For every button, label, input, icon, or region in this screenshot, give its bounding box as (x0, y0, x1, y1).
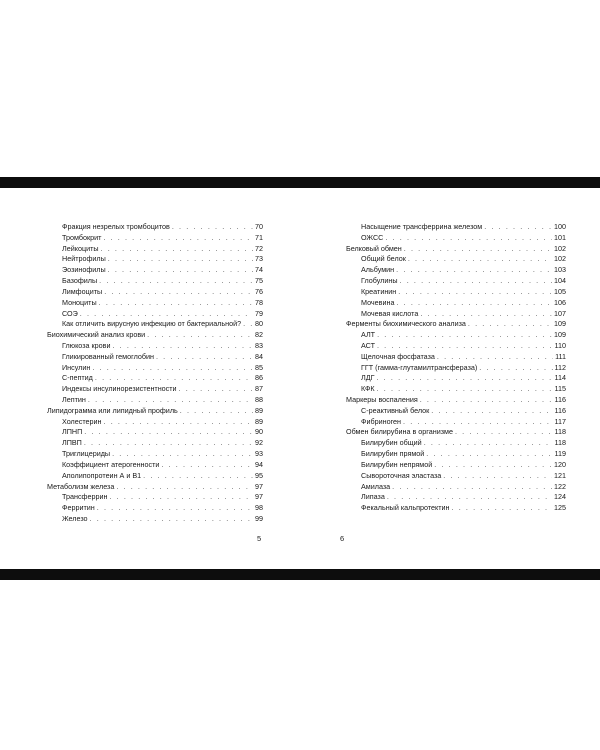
toc-entry[interactable] (47, 298, 263, 309)
toc-entry-title: ЛПВП (62, 438, 82, 448)
toc-entry[interactable] (346, 309, 566, 320)
toc-entry-title: Аполипопротеин А и В1 (62, 470, 142, 480)
toc-entry-title: Билирубин прямой (361, 449, 425, 459)
toc-entry-title: Лептин (62, 395, 86, 404)
dot-leader (398, 287, 552, 298)
dot-leader (420, 395, 553, 406)
toc-entry[interactable] (346, 492, 566, 503)
dot-leader (385, 233, 552, 244)
toc-entry[interactable] (346, 265, 566, 276)
dot-leader (443, 471, 552, 482)
toc-entry[interactable] (346, 233, 566, 244)
dot-leader (479, 363, 552, 374)
toc-entry-title: Фракция незрелых тромбоцитов (62, 222, 170, 231)
toc-entry-title: Ферритин (62, 503, 95, 513)
dot-leader (88, 395, 253, 406)
toc-entry-title: Как отличить вирусную инфекцию от бактериальной? (62, 319, 242, 329)
toc-entry-title: Фибриноген (361, 416, 402, 426)
toc-entry-page: 94 (255, 459, 263, 469)
toc-entry-page: 72 (255, 243, 263, 253)
toc-entry-page: 122 (554, 481, 566, 491)
dot-leader (101, 244, 253, 255)
dot-leader (172, 222, 253, 233)
toc-entry-page: 71 (255, 232, 263, 242)
toc-entry[interactable] (346, 341, 566, 352)
dot-leader (95, 373, 253, 384)
toc-entry-page: 82 (255, 330, 263, 340)
toc-entry[interactable] (47, 503, 263, 514)
dot-leader (403, 417, 553, 428)
toc-entry-title: Белковый обмен (346, 243, 402, 253)
toc-entry[interactable] (346, 298, 566, 309)
toc-entry-page: 120 (554, 459, 566, 469)
dot-leader (180, 406, 253, 417)
toc-entry-page: 97 (255, 492, 263, 502)
toc-entry-page: 97 (255, 481, 263, 491)
toc-entry[interactable] (47, 330, 263, 341)
toc-entry-page: 118 (554, 427, 566, 437)
dot-leader (112, 449, 253, 460)
toc-entry-page: 79 (255, 308, 263, 318)
toc-entry-title: Метаболизм железа (47, 481, 115, 491)
dot-leader (97, 503, 253, 514)
dot-leader (103, 233, 253, 244)
toc-entry[interactable] (47, 482, 263, 493)
toc-entry-title: СОЭ (62, 308, 78, 318)
toc-entry-page: 125 (554, 503, 566, 513)
toc-entry[interactable] (346, 471, 566, 482)
toc-entry[interactable] (47, 319, 263, 330)
toc-entry-title: ЛПНП (62, 427, 83, 437)
toc-entry[interactable] (47, 265, 263, 276)
dot-leader (179, 384, 253, 395)
dot-leader (396, 265, 552, 276)
toc-entry-title: ГГТ (гамма-глутамилтрансфераза) (361, 362, 478, 372)
toc-entry[interactable] (47, 492, 263, 503)
dot-leader (112, 341, 253, 352)
toc-entry[interactable] (346, 449, 566, 460)
toc-entry-page: 116 (554, 405, 566, 415)
toc-entry-title: Глобулины (361, 276, 398, 286)
top-black-band (0, 177, 600, 188)
toc-entry-title: Тромбокрит (62, 232, 102, 242)
toc-entry-page: 103 (554, 265, 566, 275)
dot-leader (116, 482, 253, 493)
toc-entry-title: ЛДГ (361, 373, 375, 383)
toc-entry-page: 106 (554, 297, 566, 307)
toc-entry-page: 101 (554, 232, 566, 242)
toc-entry-page: 115 (554, 384, 566, 394)
toc-entry-page: 117 (554, 416, 566, 426)
toc-entry-title: Липаза (361, 492, 385, 502)
toc-entry-page: 105 (554, 286, 566, 296)
toc-entry-title: АЛТ (361, 330, 376, 340)
toc-entry[interactable] (346, 244, 566, 255)
toc-entry-title: Билирубин непрямой (361, 459, 433, 469)
toc-entry-title: Щелочная фосфатаза (361, 351, 435, 361)
dot-leader (437, 352, 553, 363)
toc-entry-title: Индексы инсулинорезистентности (62, 384, 177, 394)
toc-entry-title: Инсулин (62, 362, 91, 372)
toc-entry-title: Насыщение трансферрина железом (361, 222, 483, 231)
toc-entry[interactable] (47, 244, 263, 255)
dot-leader (108, 254, 253, 265)
dot-leader (84, 427, 253, 438)
toc-entry[interactable] (47, 384, 263, 395)
toc-entry-title: С-реактивный белок (361, 405, 430, 415)
toc-entry[interactable] (47, 460, 263, 471)
toc-entry[interactable] (47, 222, 263, 233)
dot-leader (99, 276, 253, 287)
toc-entry[interactable] (346, 287, 566, 298)
toc-entry-page: 85 (255, 362, 263, 372)
toc-entry-page: 74 (255, 265, 263, 275)
dot-leader (431, 406, 552, 417)
dot-leader (404, 244, 552, 255)
toc-entry-page: 93 (255, 449, 263, 459)
toc-entry-page: 112 (554, 362, 566, 372)
toc-entry[interactable] (47, 427, 263, 438)
toc-entry-title: Мочевая кислота (361, 308, 419, 318)
toc-entry[interactable] (346, 384, 566, 395)
toc-entry-title: Эозинофилы (62, 265, 106, 275)
toc-entry-page: 107 (554, 308, 566, 318)
dot-leader (396, 298, 552, 309)
toc-entry[interactable] (47, 395, 263, 406)
toc-entry[interactable] (346, 460, 566, 471)
toc-entry-title: Триглицериды (62, 449, 111, 459)
toc-entry-title: Трансферрин (62, 492, 108, 502)
toc-entry[interactable] (47, 352, 263, 363)
toc-entry-title: Мочевина (361, 297, 395, 307)
toc-entry[interactable] (346, 276, 566, 287)
toc-entry-title: ОЖСС (361, 232, 384, 242)
toc-entry[interactable] (47, 341, 263, 352)
toc-entry-page: 70 (255, 222, 263, 231)
dot-leader (377, 341, 553, 352)
dot-leader (424, 438, 553, 449)
toc-entry-title: Железо (62, 513, 88, 523)
toc-entry[interactable] (47, 309, 263, 320)
toc-entry[interactable] (346, 330, 566, 341)
toc-right-page (346, 222, 566, 514)
toc-entry-title: Билирубин общий (361, 438, 422, 448)
toc-entry[interactable] (47, 449, 263, 460)
toc-entry-page: 84 (255, 351, 263, 361)
toc-entry-title: АСТ (361, 340, 375, 350)
dot-leader (455, 427, 553, 438)
toc-entry[interactable] (47, 438, 263, 449)
dot-leader (84, 438, 253, 449)
toc-entry-page: 114 (554, 373, 566, 383)
toc-entry-title: Глюкоза крови (62, 340, 111, 350)
toc-entry-page: 78 (255, 297, 263, 307)
toc-entry[interactable] (346, 503, 566, 514)
toc-entry-title: Общий белок (361, 254, 406, 264)
toc-entry[interactable] (346, 482, 566, 493)
toc-entry-title: Обмен билирубина в организме (346, 427, 453, 437)
toc-entry-page: 89 (255, 416, 263, 426)
toc-entry[interactable] (346, 395, 566, 406)
toc-entry[interactable] (346, 319, 566, 330)
page-number-right: 6 (340, 534, 345, 543)
toc-entry-page: 110 (554, 340, 566, 350)
dot-leader (420, 309, 552, 320)
toc-entry-page: 118 (554, 438, 566, 448)
dot-leader (484, 222, 552, 233)
toc-entry-page: 90 (255, 427, 263, 437)
toc-entry-title: Лимфоциты (62, 286, 103, 296)
dot-leader (90, 514, 253, 525)
toc-entry-page: 100 (554, 222, 566, 231)
toc-entry-title: Коэффициент атерогенности (62, 459, 160, 469)
dot-leader (109, 492, 253, 503)
dot-leader (161, 460, 253, 471)
dot-leader (377, 330, 552, 341)
toc-entry[interactable] (346, 406, 566, 417)
toc-entry[interactable] (346, 254, 566, 265)
dot-leader (99, 298, 253, 309)
toc-entry-page: 104 (554, 276, 566, 286)
toc-entry-page: 109 (554, 330, 566, 340)
toc-entry[interactable] (47, 254, 263, 265)
toc-entry-page: 116 (554, 395, 566, 404)
dot-leader (108, 265, 253, 276)
toc-entry-title: Маркеры воспаления (346, 395, 418, 404)
toc-entry-title: Ферменты биохимического анализа (346, 319, 466, 329)
toc-entry[interactable] (346, 222, 566, 233)
toc-entry-title: Сывороточная эластаза (361, 470, 442, 480)
toc-entry[interactable] (47, 233, 263, 244)
dot-leader (156, 352, 253, 363)
toc-entry-page: 99 (255, 513, 263, 523)
toc-entry[interactable] (346, 417, 566, 428)
toc-entry-title: Амилаза (361, 481, 391, 491)
toc-entry-title: Альбумин (361, 265, 395, 275)
toc-entry-title: Базофилы (62, 276, 98, 286)
toc-entry-title: Биохимический анализ крови (47, 330, 146, 340)
dot-leader (243, 319, 253, 330)
toc-entry-title: С-пептид (62, 373, 93, 383)
toc-entry-page: 75 (255, 276, 263, 286)
dot-leader (104, 417, 253, 428)
page-number-left: 5 (257, 534, 262, 543)
toc-entry[interactable] (47, 276, 263, 287)
toc-entry-page: 89 (255, 405, 263, 415)
dot-leader (147, 330, 253, 341)
toc-entry-page: 102 (554, 243, 566, 253)
toc-entry-page: 88 (255, 395, 263, 404)
dot-leader (92, 363, 253, 374)
toc-entry[interactable] (346, 438, 566, 449)
dot-leader (104, 287, 253, 298)
dot-leader (376, 373, 552, 384)
toc-entry-page: 98 (255, 503, 263, 513)
toc-entry-page: 73 (255, 254, 263, 264)
toc-entry[interactable] (47, 363, 263, 374)
toc-entry-page: 109 (554, 319, 566, 329)
bottom-black-band (0, 569, 600, 580)
toc-entry-title: Фекальный кальпротектин (361, 503, 450, 513)
toc-entry-page: 80 (255, 319, 263, 329)
toc-entry-page: 119 (554, 449, 566, 459)
toc-left-page (47, 222, 263, 525)
toc-entry-title: Лейкоциты (62, 243, 99, 253)
toc-entry[interactable] (346, 363, 566, 374)
toc-entry[interactable] (47, 287, 263, 298)
dot-leader (426, 449, 552, 460)
toc-entry-page: 83 (255, 340, 263, 350)
dot-leader (452, 503, 552, 514)
toc-entry[interactable] (346, 427, 566, 438)
toc-entry-title: Нейтрофилы (62, 254, 106, 264)
toc-entry[interactable] (346, 352, 566, 363)
toc-entry[interactable] (47, 373, 263, 384)
toc-entry[interactable] (47, 417, 263, 428)
dot-leader (143, 471, 253, 482)
toc-entry-page: 86 (255, 373, 263, 383)
dot-leader (387, 492, 552, 503)
toc-entry[interactable] (47, 471, 263, 482)
toc-entry-title: КФК (361, 384, 375, 394)
toc-entry-title: Гликированный гемоглобин (62, 351, 154, 361)
toc-entry-page: 102 (554, 254, 566, 264)
toc-entry-title: Холестерин (62, 416, 102, 426)
toc-entry-page: 95 (255, 470, 263, 480)
toc-entry-title: Моноциты (62, 297, 97, 307)
toc-entry[interactable] (47, 406, 263, 417)
toc-entry-title: Липидограмма или липидный профиль (47, 405, 178, 415)
dot-leader (468, 319, 552, 330)
dot-leader (377, 384, 553, 395)
toc-entry-title: Креатинин (361, 286, 397, 296)
toc-entry-page: 76 (255, 286, 263, 296)
dot-leader (400, 276, 553, 287)
toc-entry[interactable] (47, 514, 263, 525)
toc-entry-page: 124 (554, 492, 566, 502)
dot-leader (392, 482, 552, 493)
toc-entry-page: 87 (255, 384, 263, 394)
toc-entry-page: 111 (555, 351, 566, 361)
dot-leader (408, 254, 552, 265)
toc-entry-page: 92 (255, 438, 263, 448)
dot-leader (80, 309, 253, 320)
dot-leader (434, 460, 552, 471)
toc-entry[interactable] (346, 373, 566, 384)
toc-entry-page: 121 (554, 470, 566, 480)
